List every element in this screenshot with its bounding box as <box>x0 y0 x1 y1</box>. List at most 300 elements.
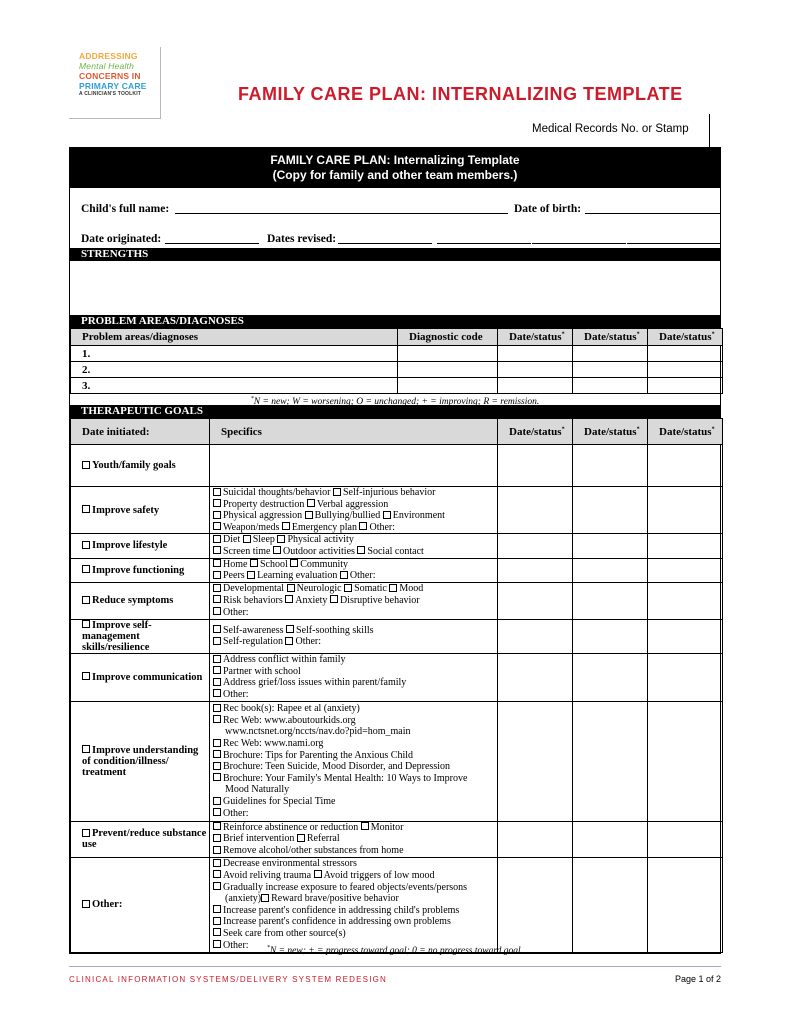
option-label: Brochure: Teen Suicide, Mood Disorder, and Depression <box>223 761 450 773</box>
specifics-line <box>213 773 497 785</box>
goal-status-cell[interactable] <box>498 558 573 582</box>
specifics-line <box>213 870 497 882</box>
goal-category[interactable] <box>71 857 210 952</box>
goal-category[interactable] <box>71 653 210 701</box>
goal-specifics <box>210 558 498 582</box>
specifics-line <box>213 625 497 637</box>
problem-areas-header: PROBLEM AREAS/DIAGNOSES <box>70 315 720 328</box>
goal-checkbox[interactable] <box>82 565 90 573</box>
option-label: Partner with school <box>223 665 301 677</box>
status-cell[interactable] <box>648 346 723 362</box>
option-label: Remove alcohol/other substances from home <box>223 845 404 857</box>
option-checkbox[interactable] <box>333 488 341 496</box>
specifics-line <box>213 636 497 648</box>
goal-specifics <box>210 445 498 487</box>
option-label: Monitor <box>370 821 404 833</box>
option-checkbox[interactable] <box>383 511 391 519</box>
specifics-line <box>213 822 497 834</box>
option-label: Screen time <box>223 545 271 557</box>
goal-category[interactable] <box>71 487 210 534</box>
option-label: Other: <box>295 636 322 648</box>
option-label: Self-injurious behavior <box>343 487 436 498</box>
goal-category[interactable] <box>71 701 210 821</box>
goal-label: Improve functioning <box>92 564 185 576</box>
option-checkbox[interactable] <box>213 859 221 867</box>
therapeutic-goals-header: THERAPEUTIC GOALS <box>70 405 720 418</box>
strengths-header: STRENGTHS <box>70 248 720 261</box>
option-checkbox[interactable] <box>213 535 221 543</box>
specifics-continuation: Mood Naturally <box>225 784 290 796</box>
specifics-line <box>213 882 497 894</box>
goal-status-cell[interactable] <box>498 534 573 558</box>
option-checkbox[interactable] <box>213 488 221 496</box>
option-checkbox[interactable] <box>213 607 221 615</box>
status-cell[interactable] <box>573 346 648 362</box>
status-cell[interactable] <box>498 378 573 394</box>
goal-status-cell[interactable] <box>573 653 648 701</box>
goal-specifics <box>210 857 498 952</box>
goal-checkbox[interactable] <box>82 620 90 628</box>
goal-status-cell[interactable] <box>573 701 648 821</box>
status-cell[interactable] <box>573 362 648 378</box>
option-label: Home <box>223 558 248 570</box>
specifics-line <box>213 499 497 511</box>
option-checkbox[interactable] <box>247 571 255 579</box>
goal-label: Improve lifestyle <box>92 540 168 552</box>
option-label: Other: <box>349 570 376 582</box>
option-checkbox[interactable] <box>213 917 221 925</box>
option-label: Bullying/bullied <box>314 510 381 522</box>
option-checkbox[interactable] <box>361 822 369 830</box>
goal-status-cell[interactable] <box>648 821 723 857</box>
goal-status-cell[interactable] <box>648 653 723 701</box>
option-label: Other: <box>223 939 249 951</box>
diagnostic-code-cell[interactable] <box>398 378 498 394</box>
specifics-line <box>213 595 497 607</box>
option-label: Physical activity <box>287 534 354 546</box>
goal-label: Improve understanding of condition/illness/ treatment <box>82 744 199 778</box>
option-checkbox[interactable] <box>213 822 221 830</box>
goal-status-cell[interactable] <box>498 619 573 653</box>
specifics-line <box>213 570 497 582</box>
goal-status-cell[interactable] <box>648 619 723 653</box>
specifics-line <box>213 784 497 796</box>
date-originated-field[interactable] <box>165 243 259 244</box>
status-cell[interactable] <box>498 346 573 362</box>
option-label: Other: <box>369 521 396 533</box>
goal-status-cell[interactable] <box>573 821 648 857</box>
goals-header-row <box>71 419 723 445</box>
goal-checkbox[interactable] <box>82 541 90 549</box>
option-label: Social contact <box>367 545 424 557</box>
col-specifics: Specifics <box>210 419 498 445</box>
option-checkbox[interactable] <box>213 546 221 554</box>
option-label: Gradually increase exposure to feared objects/events/persons <box>223 881 468 893</box>
goal-status-cell[interactable] <box>573 582 648 619</box>
dates-row <box>70 218 720 248</box>
page-title: FAMILY CARE PLAN: INTERNALIZING TEMPLATE <box>238 84 683 104</box>
logo-line-5: A CLINICIAN'S TOOLKIT <box>79 91 142 97</box>
option-checkbox[interactable] <box>213 870 221 878</box>
specifics-line <box>213 796 497 808</box>
specifics-line <box>213 738 497 750</box>
option-label: Self-soothing skills <box>296 624 374 636</box>
option-checkbox[interactable] <box>261 894 269 902</box>
option-label: Other: <box>223 807 249 819</box>
option-label: Reward brave/positive behavior <box>271 893 399 905</box>
option-checkbox[interactable] <box>213 750 221 758</box>
problem-status-legend: *N = new; W = worsening; O = unchanged; + = improving; R = remission. <box>250 396 540 408</box>
goal-row <box>71 653 723 701</box>
option-checkbox[interactable] <box>213 689 221 697</box>
date-originated-label: Date originated: <box>81 233 162 245</box>
goal-row <box>71 582 723 619</box>
date-revised-field-2[interactable] <box>437 243 531 244</box>
diagnostic-code-cell[interactable] <box>398 346 498 362</box>
option-label: Brief intervention <box>223 833 295 845</box>
option-label: Brochure: Your Family's Mental Health: 10 Ways to Improve <box>223 772 468 784</box>
goal-specifics <box>210 619 498 653</box>
goal-specifics <box>210 821 498 857</box>
status-cell[interactable] <box>573 378 648 394</box>
goal-status-cell[interactable] <box>498 582 573 619</box>
option-checkbox[interactable] <box>213 846 221 854</box>
goal-checkbox[interactable] <box>82 672 90 680</box>
option-checkbox[interactable] <box>213 499 221 507</box>
logo-line-1: ADDRESSING <box>79 51 138 61</box>
col-date-status-1: Date/status* <box>498 329 573 346</box>
goal-status-cell[interactable] <box>573 534 648 558</box>
option-label: Seek care from other source(s) <box>223 927 346 939</box>
option-label: Peers <box>223 570 245 582</box>
option-checkbox[interactable] <box>314 870 322 878</box>
therapeutic-goals-table <box>70 418 723 953</box>
problem-row <box>71 346 723 362</box>
option-checkbox[interactable] <box>290 559 298 567</box>
goal-row <box>71 619 723 653</box>
banner-title: FAMILY CARE PLAN: Internalizing Template <box>270 153 520 167</box>
option-label: Other: <box>223 688 249 700</box>
footer-divider <box>69 966 721 967</box>
option-checkbox[interactable] <box>282 522 290 530</box>
form-banner <box>70 148 720 188</box>
goal-checkbox[interactable] <box>82 745 90 753</box>
specifics-line <box>213 893 497 905</box>
goal-status-cell[interactable] <box>648 445 723 487</box>
goal-status-cell[interactable] <box>648 701 723 821</box>
option-label: Avoid triggers of low mood <box>323 869 435 881</box>
option-checkbox[interactable] <box>285 637 293 645</box>
specifics-line <box>213 510 497 522</box>
goal-row <box>71 701 723 821</box>
goal-status-cell[interactable] <box>648 857 723 952</box>
option-checkbox[interactable] <box>213 522 221 530</box>
goal-status-cell[interactable] <box>573 619 648 653</box>
date-revised-field-3[interactable] <box>532 243 626 244</box>
option-label: Mood <box>399 583 424 595</box>
specifics-line <box>213 858 497 870</box>
medical-records-label: Medical Records No. or Stamp <box>532 123 689 135</box>
date-revised-field-1[interactable] <box>338 243 432 244</box>
goal-status-cell[interactable] <box>573 558 648 582</box>
goal-checkbox[interactable] <box>82 461 90 469</box>
specifics-line <box>213 726 497 738</box>
specifics-line <box>213 546 497 558</box>
option-label: Environment <box>392 510 445 522</box>
specifics-line <box>213 559 497 571</box>
goal-checkbox[interactable] <box>82 505 90 513</box>
goal-status-cell[interactable] <box>498 701 573 821</box>
diagnostic-code-cell[interactable] <box>398 362 498 378</box>
option-label: Increase parent's confidence in addressing child's problems <box>223 904 460 916</box>
specifics-line <box>213 750 497 762</box>
specifics-line <box>213 905 497 917</box>
option-checkbox[interactable] <box>359 522 367 530</box>
goal-label: Youth/family goals <box>92 460 176 471</box>
goal-status-cell[interactable] <box>498 487 573 534</box>
option-label: Guidelines for Special Time <box>223 796 336 808</box>
option-label: Disruptive behavior <box>339 594 420 606</box>
goal-category[interactable] <box>71 619 210 653</box>
problem-row-number[interactable]: 1. <box>71 346 398 362</box>
option-checkbox[interactable] <box>213 666 221 674</box>
option-label: Somatic <box>354 583 387 595</box>
option-label: Rec Web: www.aboutourkids.org <box>223 714 356 726</box>
option-checkbox[interactable] <box>213 595 221 603</box>
option-checkbox[interactable] <box>213 808 221 816</box>
logo-line-4: PRIMARY CARE <box>79 81 147 91</box>
option-checkbox[interactable] <box>213 715 221 723</box>
option-label: Property destruction <box>223 498 305 510</box>
option-checkbox[interactable] <box>340 571 348 579</box>
option-checkbox[interactable] <box>330 595 338 603</box>
specifics-line <box>213 928 497 940</box>
option-label: Anxiety <box>295 594 328 606</box>
specifics-line <box>213 677 497 689</box>
option-checkbox[interactable] <box>213 571 221 579</box>
option-label: Weapon/meds <box>223 521 280 533</box>
option-label: Diet <box>223 534 241 546</box>
option-label: Increase parent's confidence in addressing own problems <box>223 916 451 928</box>
option-label: Other: <box>223 606 249 618</box>
option-label: Physical aggression <box>223 510 303 522</box>
goal-category[interactable] <box>71 582 210 619</box>
option-checkbox[interactable] <box>213 739 221 747</box>
option-checkbox[interactable] <box>213 762 221 770</box>
goal-specifics <box>210 582 498 619</box>
goal-status-cell[interactable] <box>573 445 648 487</box>
col-date-status-2: Date/status* <box>573 329 648 346</box>
col-date-initiated: Date initiated: <box>71 419 210 445</box>
specifics-line <box>213 607 497 619</box>
col-problem-area: Problem areas/diagnoses <box>71 329 398 346</box>
option-label: Address conflict within family <box>223 654 346 666</box>
goal-checkbox[interactable] <box>82 596 90 604</box>
col-date-status-3: Date/status* <box>648 329 723 346</box>
option-label: Community <box>300 558 349 570</box>
option-checkbox[interactable] <box>305 511 313 519</box>
option-checkbox[interactable] <box>286 625 294 633</box>
option-label: Suicidal thoughts/behavior <box>223 487 331 498</box>
goal-status-cell[interactable] <box>573 487 648 534</box>
option-label: Reinforce abstinence or reduction <box>223 821 359 833</box>
specifics-line <box>213 666 497 678</box>
goal-row <box>71 857 723 952</box>
specifics-line <box>213 916 497 928</box>
goal-checkbox[interactable] <box>82 900 90 908</box>
goal-specifics <box>210 653 498 701</box>
specifics-line <box>213 845 497 857</box>
option-label: Outdoor activities <box>282 545 355 557</box>
specifics-line <box>213 654 497 666</box>
goal-specifics <box>210 701 498 821</box>
goal-status-cell[interactable] <box>498 445 573 487</box>
date-revised-field-4[interactable] <box>627 243 720 244</box>
option-checkbox[interactable] <box>273 546 281 554</box>
goal-row <box>71 821 723 857</box>
goal-status-cell[interactable] <box>498 821 573 857</box>
child-info-row <box>70 188 720 218</box>
goal-status-cell[interactable] <box>498 653 573 701</box>
col-diagnostic-code: Diagnostic code <box>398 329 498 346</box>
option-label: School <box>259 558 288 570</box>
goal-category[interactable] <box>71 534 210 558</box>
option-label: Verbal aggression <box>316 498 389 510</box>
option-label: Rec book(s): Rapee et al (anxiety) <box>223 703 360 715</box>
option-checkbox[interactable] <box>213 797 221 805</box>
goal-specifics <box>210 487 498 534</box>
goal-label: Prevent/reduce substance use <box>82 828 207 851</box>
problem-areas-table <box>70 328 723 394</box>
option-checkbox[interactable] <box>213 704 221 712</box>
problem-areas-header-row <box>71 329 723 346</box>
option-label: Risk behaviors <box>223 594 283 606</box>
goal-status-cell[interactable] <box>573 857 648 952</box>
option-checkbox[interactable] <box>213 773 221 781</box>
col-goal-status-1: Date/status* <box>498 419 573 445</box>
option-checkbox[interactable] <box>213 559 221 567</box>
option-checkbox[interactable] <box>389 584 397 592</box>
option-checkbox[interactable] <box>307 499 315 507</box>
col-goal-status-2: Date/status* <box>573 419 648 445</box>
option-checkbox[interactable] <box>213 655 221 663</box>
banner-subtitle: (Copy for family and other team members.) <box>272 168 518 182</box>
status-cell[interactable] <box>498 362 573 378</box>
option-checkbox[interactable] <box>287 584 295 592</box>
option-label: Brochure: Tips for Parenting the Anxious Child <box>223 749 413 761</box>
dates-revised-label: Dates revised: <box>267 233 337 245</box>
specifics-continuation: (anxiety) <box>225 893 262 905</box>
option-label: Self-awareness <box>223 624 284 636</box>
care-plan-form <box>69 147 721 957</box>
goal-row <box>71 534 723 558</box>
goal-label: Reduce symptoms <box>92 595 174 607</box>
specifics-line <box>213 522 497 534</box>
goal-row <box>71 487 723 534</box>
logo-line-3: CONCERNS IN <box>79 71 141 81</box>
child-name-label: Child's full name: <box>81 203 170 215</box>
goal-category[interactable] <box>71 558 210 582</box>
option-checkbox[interactable] <box>213 637 221 645</box>
goal-category[interactable] <box>71 821 210 857</box>
goal-label: Improve communication <box>92 671 203 683</box>
option-label: Learning evaluation <box>257 570 338 582</box>
specifics-line <box>213 583 497 595</box>
problem-row-number[interactable]: 3. <box>71 378 398 394</box>
goal-checkbox[interactable] <box>82 829 90 837</box>
option-checkbox[interactable] <box>357 546 365 554</box>
goal-status-cell[interactable] <box>648 487 723 534</box>
goal-category[interactable] <box>71 445 210 487</box>
child-name-field[interactable] <box>175 213 508 214</box>
specifics-line <box>213 689 497 701</box>
goal-status-cell[interactable] <box>498 857 573 952</box>
specifics-line <box>213 808 497 820</box>
page-number: Page 1 of 2 <box>674 974 721 984</box>
specifics-continuation: www.nctsnet.org/nccts/nav.do?pid=hom_main <box>225 726 411 738</box>
goal-label: Improve self-management skills/resilience <box>82 619 152 653</box>
goal-row <box>71 445 723 487</box>
option-checkbox[interactable] <box>213 625 221 633</box>
option-checkbox[interactable] <box>250 559 258 567</box>
specifics-line <box>213 761 497 773</box>
goal-label: Other: <box>92 899 123 911</box>
specifics-line <box>213 703 497 715</box>
specifics-line <box>213 534 497 546</box>
option-label: Rec Web: www.nami.org <box>223 738 324 750</box>
option-label: Neurologic <box>296 583 342 595</box>
option-checkbox[interactable] <box>277 535 285 543</box>
goal-status-cell[interactable] <box>648 582 723 619</box>
option-checkbox[interactable] <box>213 584 221 592</box>
strengths-field[interactable] <box>70 261 720 315</box>
goal-status-legend: *N = new; + = progress toward goal; 0 = no progress toward goal. <box>266 945 524 957</box>
goal-status-cell[interactable] <box>648 534 723 558</box>
option-label: Decrease environmental stressors <box>223 858 357 870</box>
option-checkbox[interactable] <box>213 678 221 686</box>
status-cell[interactable] <box>648 362 723 378</box>
option-label: Self-regulation <box>223 636 283 648</box>
specifics-line <box>213 833 497 845</box>
toolkit-logo <box>69 47 161 119</box>
option-checkbox[interactable] <box>213 511 221 519</box>
option-checkbox[interactable] <box>213 905 221 913</box>
problem-row <box>71 362 723 378</box>
problem-row-number[interactable]: 2. <box>71 362 398 378</box>
option-checkbox[interactable] <box>213 834 221 842</box>
dob-field[interactable] <box>585 213 720 214</box>
status-cell[interactable] <box>648 378 723 394</box>
option-checkbox[interactable] <box>285 595 293 603</box>
stamp-area-divider <box>709 114 710 150</box>
option-checkbox[interactable] <box>344 584 352 592</box>
option-checkbox[interactable] <box>243 535 251 543</box>
option-checkbox[interactable] <box>213 882 221 890</box>
option-label: Developmental <box>223 583 285 595</box>
footer-section-title: CLINICAL INFORMATION SYSTEMS/DELIVERY SYSTEM REDESIGN <box>69 975 388 984</box>
dob-label: Date of birth: <box>514 203 582 215</box>
option-checkbox[interactable] <box>297 834 305 842</box>
col-goal-status-3: Date/status* <box>648 419 723 445</box>
option-label: Sleep <box>252 534 275 546</box>
goal-specifics <box>210 534 498 558</box>
goal-status-cell[interactable] <box>648 558 723 582</box>
option-label: Address grief/loss issues within parent/family <box>223 677 407 689</box>
problem-row <box>71 378 723 394</box>
goal-label: Improve safety <box>92 504 160 516</box>
option-checkbox[interactable] <box>213 928 221 936</box>
specifics-line <box>213 715 497 727</box>
